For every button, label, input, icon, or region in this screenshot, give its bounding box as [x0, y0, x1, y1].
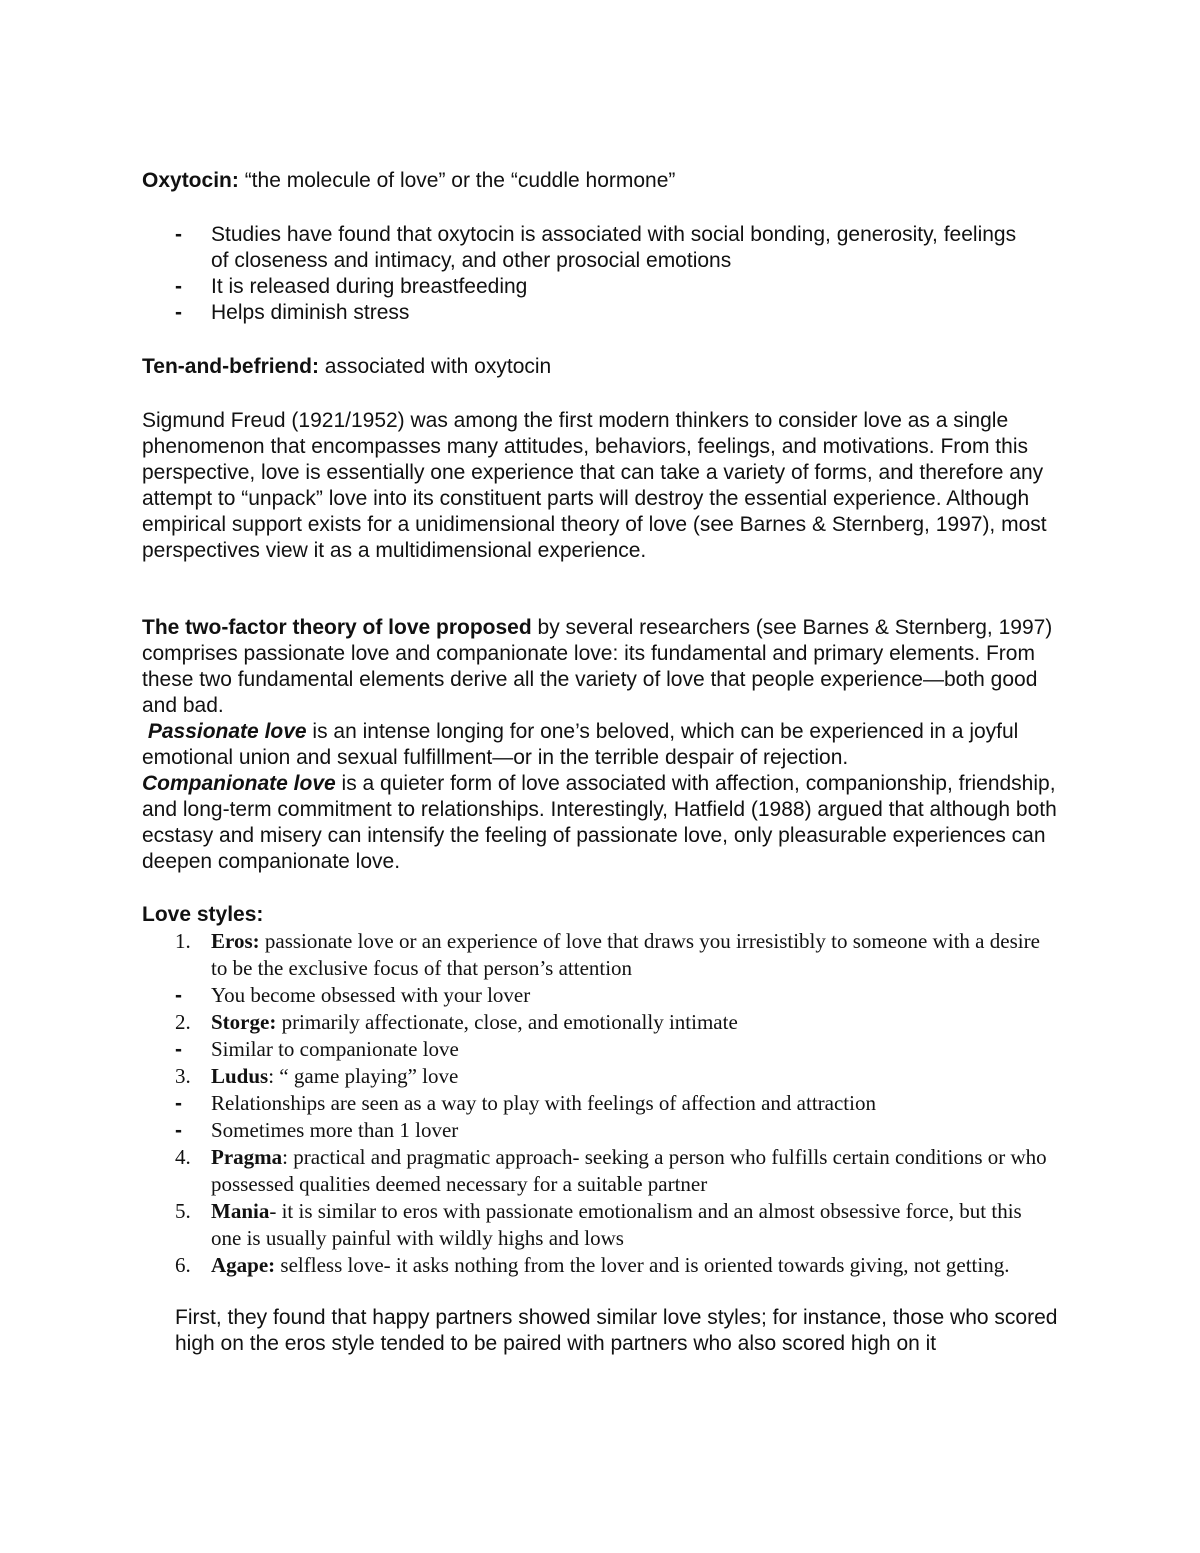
passionate-love-term: Passionate love: [147, 720, 307, 743]
style-text: selfless love- it asks nothing from the lover and is oriented towards giving, not getting.: [275, 1253, 1010, 1277]
style-term: Agape:: [211, 1253, 276, 1277]
style-term: Storge:: [211, 1010, 277, 1034]
list-item: [142, 982, 1052, 1009]
tend-befriend-definition: associated with oxytocin: [318, 355, 552, 378]
oxytocin-heading: [142, 168, 1062, 194]
freud-paragraph: Sigmund Freud (1921/1952) was among the first modern thinkers to consider love as a single phenomenon that encompasses many attitudes, behaviors, feelings, and motivations. From this perspective, love is essentially one experience that can take a variety of forms, and therefore any attempt to “unpack” love into its constituent parts will destroy the essential experience. Although empirical support exists for a unidimensional theory of love (see Barnes & Sternberg, 1997), most perspectives view it as a multidimensional experience.: [142, 409, 1047, 562]
dash-marker: -: [175, 223, 182, 246]
style-text: Relationships are seen as a way to play with feelings of affection and attraction: [211, 1091, 876, 1115]
dash-marker: -: [175, 984, 182, 1007]
two-factor-text: by several researchers (see Barnes & Sternberg, 1997) comprises passionate love and companionate love: its fundamental and primary elements. From these two fundamental elements derive all the variety of love that people experience—both good and bad.: [142, 616, 1053, 717]
style-text: You become obsessed with your lover: [211, 983, 531, 1007]
style-term: Mania: [211, 1199, 270, 1223]
companionate-love-term: Companionate love: [142, 772, 336, 795]
list-item: [142, 928, 1052, 982]
number-marker: 2.: [175, 1010, 191, 1034]
list-item: [142, 1144, 1052, 1198]
number-marker: 5.: [175, 1199, 191, 1223]
style-text: primarily affectionate, close, and emotionally intimate: [276, 1010, 738, 1034]
list-item: [142, 1090, 1052, 1117]
dash-marker: -: [175, 1092, 182, 1115]
style-text: - it is similar to eros with passionate emotionalism and an almost obsessive force, but this one is usually painful with wildly highs and lows: [211, 1199, 1022, 1250]
style-term: Eros:: [211, 929, 260, 953]
number-marker: 6.: [175, 1253, 191, 1277]
list-item: [142, 300, 1022, 326]
two-factor-lead: The two-factor theory of love proposed: [142, 616, 532, 639]
list-item: [142, 1009, 1052, 1036]
closing-paragraph: First, they found that happy partners showed similar love styles; for instance, those who scored high on the eros style tended to be paired with partners who also scored high on it: [175, 1306, 1058, 1355]
style-text: : practical and pragmatic approach- seeking a person who fulfills certain conditions or who possessed qualities deemed necessary for a suitable partner: [211, 1145, 1047, 1196]
dash-marker: -: [175, 1038, 182, 1061]
style-text: : “ game playing” love: [268, 1064, 459, 1088]
style-term: Pragma: [211, 1145, 283, 1169]
number-marker: 1.: [175, 929, 191, 953]
bullet-text: It is released during breastfeeding: [211, 275, 528, 298]
list-item: [142, 1117, 1052, 1144]
dash-marker: -: [175, 275, 182, 298]
bullet-text: Helps diminish stress: [211, 301, 410, 324]
list-item: [142, 1198, 1052, 1252]
love-styles-list: [142, 928, 1052, 1279]
list-item: [142, 1036, 1052, 1063]
love-styles-heading: Love styles:: [142, 903, 264, 926]
style-text: Sometimes more than 1 lover: [211, 1118, 459, 1142]
number-marker: 3.: [175, 1064, 191, 1088]
two-factor-paragraph: [142, 615, 1067, 875]
tend-befriend-line: [142, 354, 1062, 380]
style-text: Similar to companionate love: [211, 1037, 459, 1061]
style-text: passionate love or an experience of love that draws you irresistibly to someone with a desire to be the exclusive focus of that person’s attention: [211, 929, 1040, 980]
tend-befriend-term: Ten-and-befriend:: [142, 355, 319, 378]
style-term: Ludus: [211, 1064, 269, 1088]
list-item: [142, 1252, 1052, 1279]
list-item: [142, 222, 1022, 274]
oxytocin-term: Oxytocin:: [142, 169, 239, 192]
dash-marker: -: [175, 1119, 182, 1142]
oxytocin-definition: “the molecule of love” or the “cuddle hormone”: [238, 169, 676, 192]
list-item: [142, 1063, 1052, 1090]
list-item: [142, 274, 1022, 300]
oxytocin-bullet-list: [142, 222, 1022, 326]
bullet-text: Studies have found that oxytocin is associated with social bonding, generosity, feelings of closeness and intimacy, and other prosocial emotions: [211, 223, 1017, 272]
passionate-love-text: is an intense longing for one’s beloved, which can be experienced in a joyful emotional union and sexual fulfillment—or in the terrible despair of rejection.: [142, 720, 1019, 769]
dash-marker: -: [175, 301, 182, 324]
companionate-love-text: is a quieter form of love associated with affection, companionship, friendship, and long-term commitment to relationships. Interestingly, Hatfield (1988) argued that although both ecstasy and misery can intensify the feeling of passionate love, only pleasurable experiences can deepen companionate love.: [142, 772, 1057, 873]
number-marker: 4.: [175, 1145, 191, 1169]
